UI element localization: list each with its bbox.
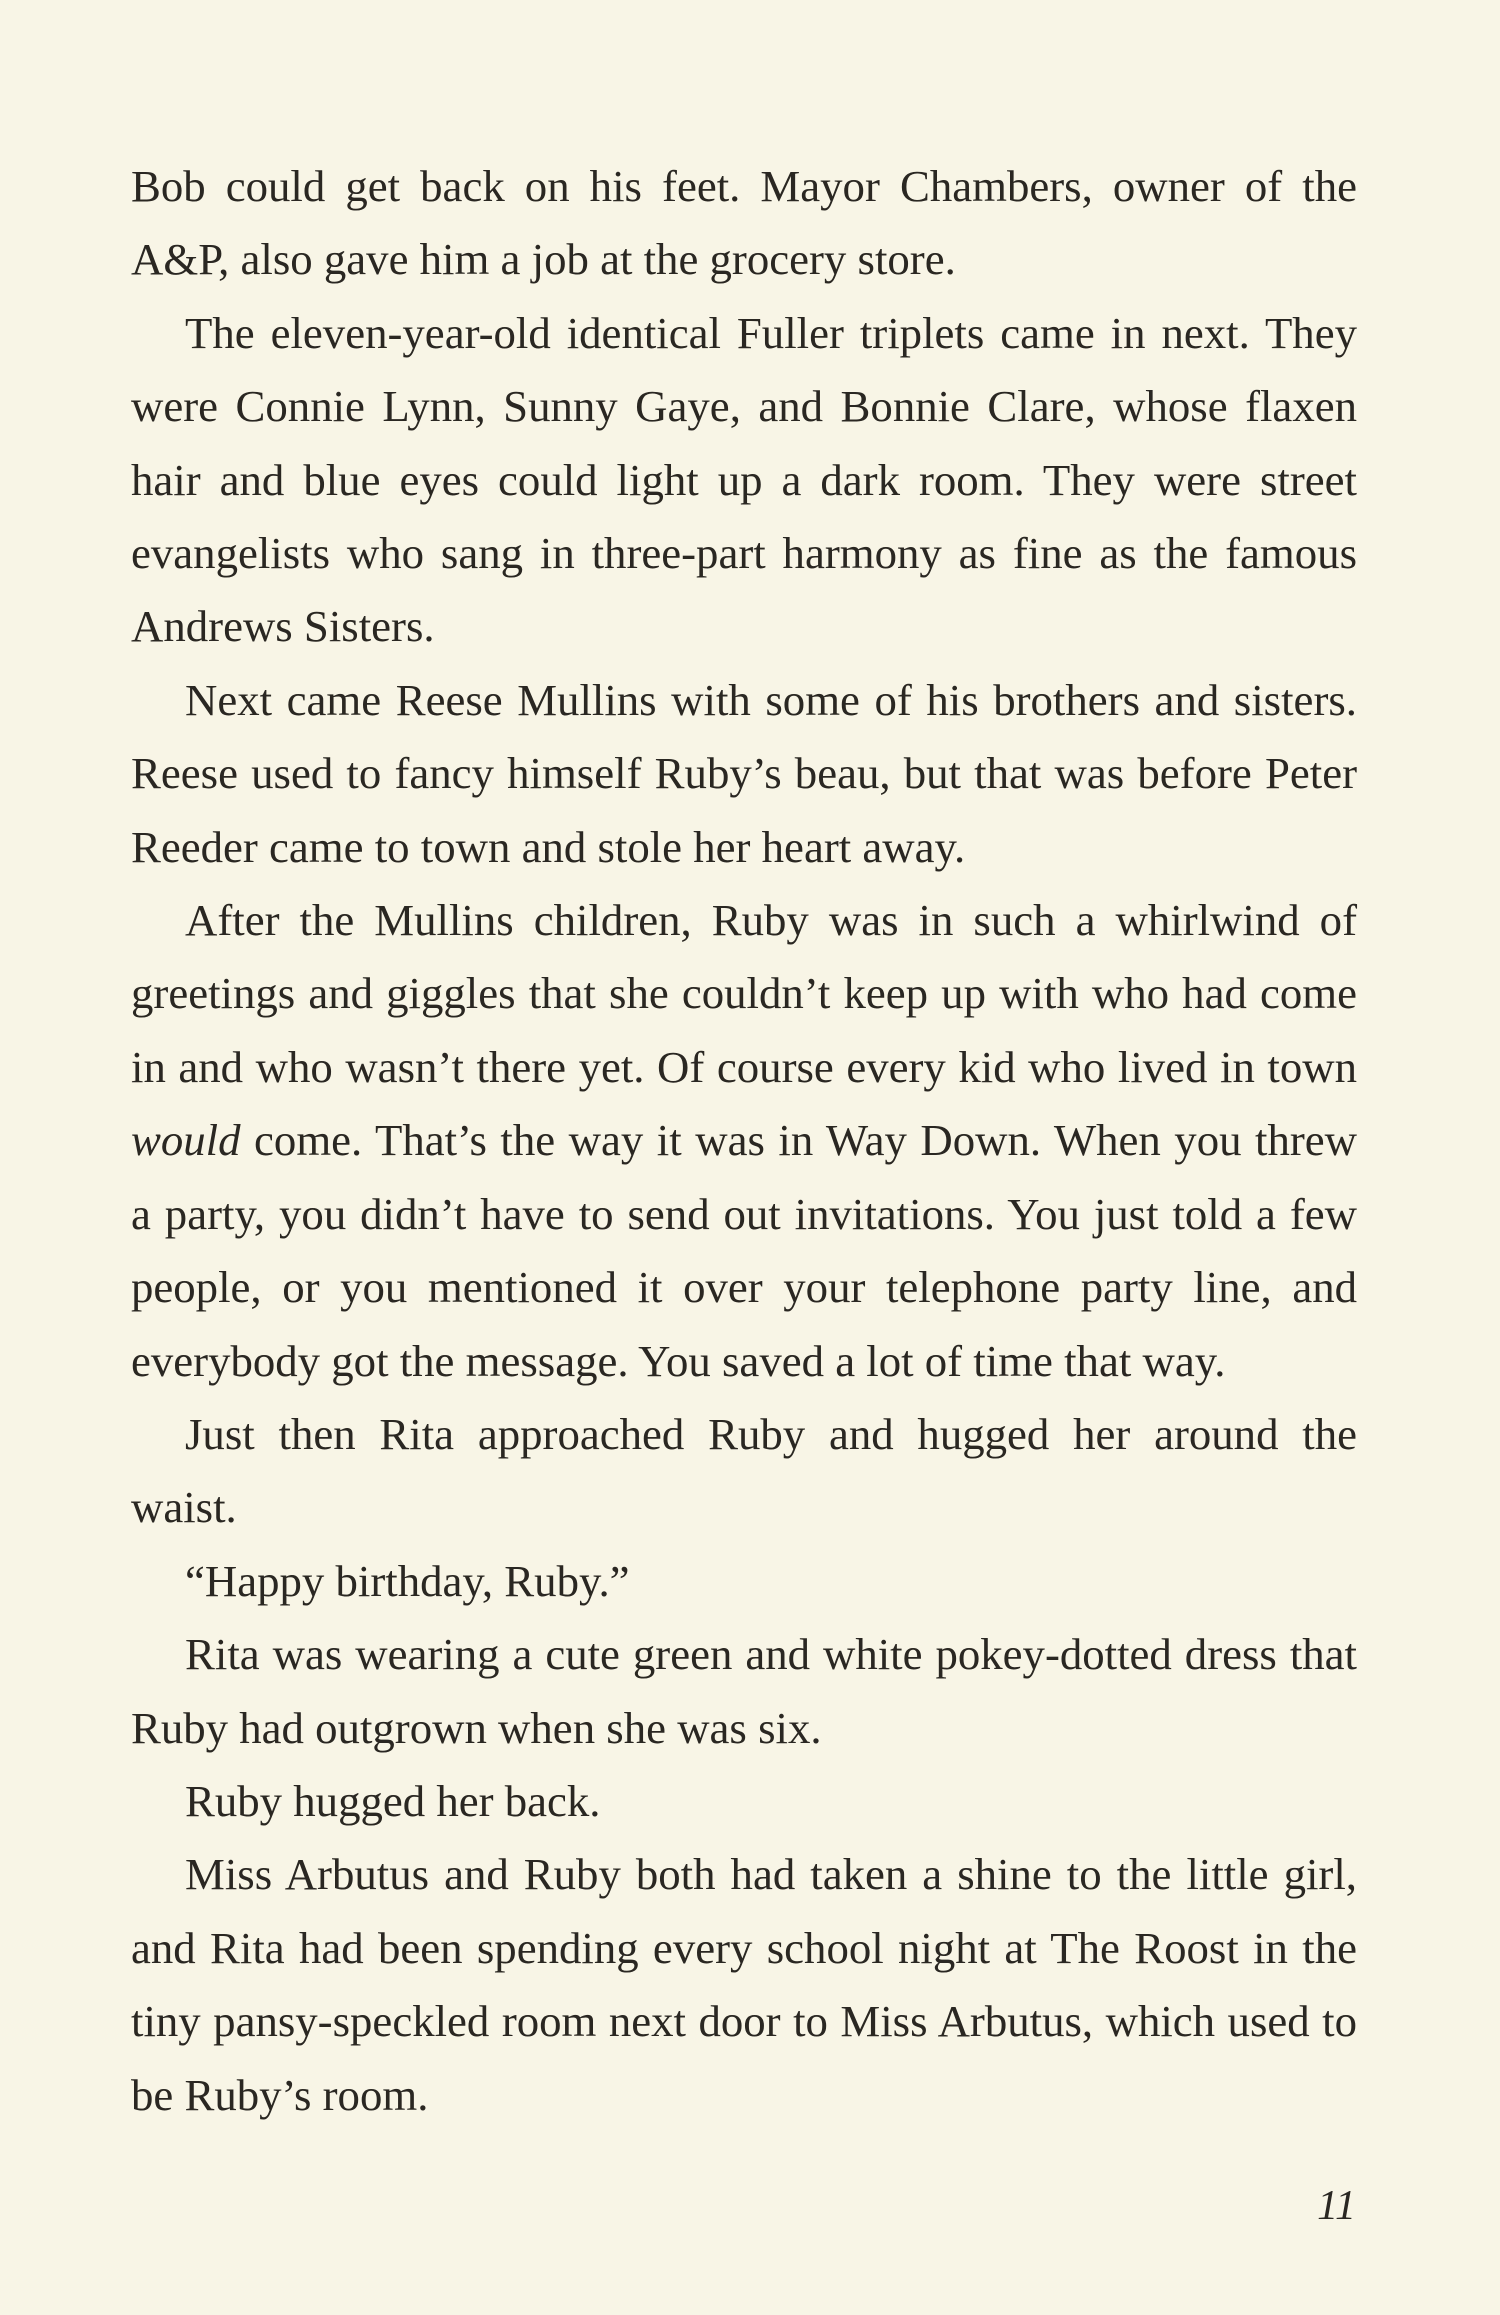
page-body xyxy=(131,150,1357,2132)
paragraph-5: Just then Rita approached Ruby and hugged her around the waist. xyxy=(131,1408,1357,1533)
paragraph-1: Bob could get back on his feet. Mayor Chambers, owner of the A&P, also gave him a job at the grocery store. xyxy=(131,161,1357,285)
paragraph-9: Miss Arbutus and Ruby both had taken a shine to the little girl, and Rita had been spending every school night at The Roost in the tiny pansy-speckled room next door to Miss Arbutus, which used to be Ruby’s room. xyxy=(131,1849,1357,2120)
paragraph-2: The eleven-year-old identical Fuller triplets came in next. They were Connie Lynn, Sunny Gaye, and Bonnie Clare, whose flaxen hair and blue eyes could light up a dark room. They were street evangelists who sang in three-part harmony as fine as the famous Andrews Sisters. xyxy=(131,307,1357,652)
paragraph-3: Next came Reese Mullins with some of his brothers and sisters. Reese used to fancy himself Ruby’s beau, but that was before Peter Reeder came to town and stole her heart away. xyxy=(131,674,1357,872)
emphasized-word: would xyxy=(131,1115,241,1166)
page-number: 11 xyxy=(1317,2183,1356,2229)
paragraph-6: “Happy birthday, Ruby.” xyxy=(185,1555,630,1606)
paragraph-8: Ruby hugged her back. xyxy=(185,1775,601,1826)
paragraph-4-text-after: come. That’s the way it was in Way Down. When you threw a party, you didn’t have to send out invitations. You just told a few people, or you mentioned it over your telephone party line, and everybody got the message. You saved a lot of time that way. xyxy=(131,1115,1357,1386)
paragraph-7: Rita was wearing a cute green and white pokey-dotted dress that Ruby had outgrown when she was six. xyxy=(131,1629,1357,1753)
paragraph-4 xyxy=(131,884,1357,1398)
paragraph-4-text-before: After the Mullins children, Ruby was in such a whirlwind of greetings and giggles that she couldn’t keep up with who had come in and who wasn’t there yet. Of course every kid who lived in town xyxy=(131,895,1357,1092)
